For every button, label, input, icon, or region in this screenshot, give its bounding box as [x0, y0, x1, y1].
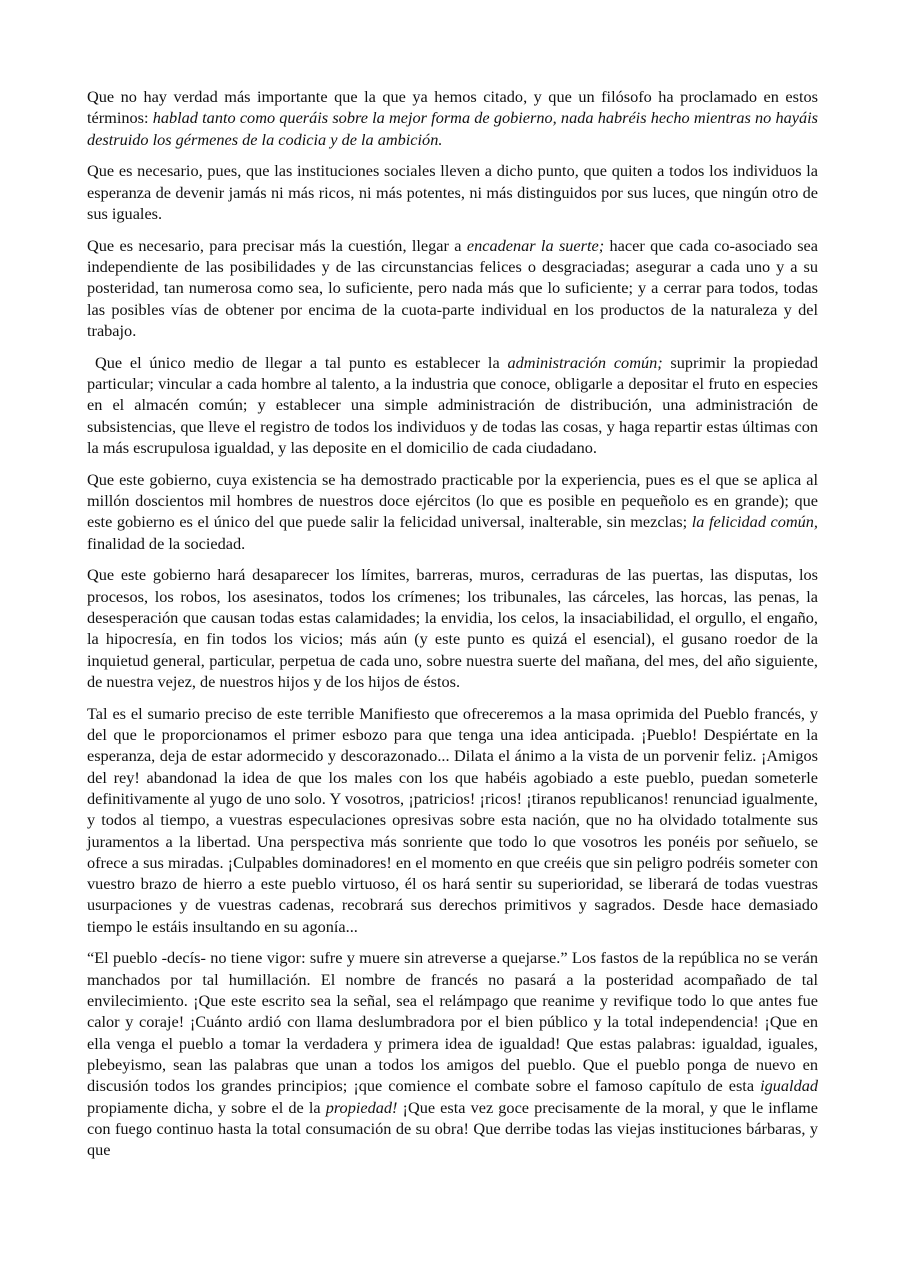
text-run: Que es necesario, pues, que las instituciones sociales lleven a dicho punto, que quiten a todos los individuos la esperanza de devenir jamás ni más ricos, ni más potentes, ni más distinguidos por sus luces, que ningún otro de sus iguales. [87, 161, 818, 223]
paragraph [87, 703, 818, 937]
italic-text: administración común; [507, 352, 663, 372]
text-run: Que este gobierno, cuya existencia se ha demostrado practicable por la experiencia, pues es el que se aplica al millón doscientos mil hombres de nuestros doce ejércitos (lo que es posible en pequeñolo es en grande); que este gobierno es el único del que puede salir la felicidad universal, inalterable, sin mezclas; [87, 469, 818, 532]
italic-text: la felicidad común, [691, 512, 819, 532]
text-run: “El pueblo -decís- no tiene vigor: sufre y muere sin atreverse a quejarse.” Los fastos de la república no se verán manchados por tal humillación. El nombre de francés no pasará a la posteridad acompañado de tal envilecimiento. ¡Que este escrito sea la señal, sea el relámpago que reanime y revifique todo lo que antes fue calor y coraje! ¡Cuánto ardió con llama deslumbradora por el bien público y la total independencia! ¡Que en ella venga el pueblo a tomar la verdadera y primera idea de igualdad! Que estas palabras: igualdad, iguales, plebeyismo, sean las palabras que unan a todos los amigos del pueblo. Que el pueblo ponga de nuevo en discusión todos los grandes principios; ¡que comience el combate sobre el famoso capítulo de esta [87, 948, 818, 1096]
paragraph [87, 86, 818, 150]
document-page [87, 86, 818, 1171]
text-run: Tal es el sumario preciso de este terrible Manifiesto que ofreceremos a la masa oprimida del Pueblo francés, y del que le proporcionamos el primer esbozo para que tenga una idea anticipada. ¡Pueblo! Despiértate en la esperanza, deja de estar adormecido y descorazonado... Dilata el ánimo a la vista de un porvenir feliz. ¡Amigos del rey! abandonad la idea de que los males con los que habéis agobiado a este pueblo, puedan someterle definitivamente al yugo de uno solo. Y vosotros, ¡patricios! ¡ricos! ¡tiranos republicanos! renunciad igualmente, y todos al tiempo, a vuestras especulaciones opresivas sobre esta nación, que no ha olvidado totalmente sus juramentos a la libertad. Una perspectiva más sonriente que todo lo que vosotros les ponéis por señuelo, se ofrece a sus miradas. ¡Culpables dominadores! en el momento en que creéis que sin peligro podréis someter con vuestro brazo de hierro a este pueblo virtuoso, él os hará sentir su superioridad, se liberará de todas vuestras usurpaciones y de vuestras cadenas, recobrará sus derechos primitivos y sagrados. Desde hace demasiado tiempo le estáis insultando en su agonía... [87, 703, 818, 936]
text-run: Que no hay verdad más importante que la que ya hemos citado, y que un filósofo ha proclamado en estos términos: [87, 87, 818, 128]
text-run: hacer que cada co-asociado sea independiente de las posibilidades y de las circunstancias felices o desgraciadas; asegurar a cada uno y a su posteridad, tan numerosa como sea, lo suficiente, pero nada más que lo suficiente; y a cerrar para todos, todas las posibles vías de obtener por encima de la cuota-parte individual en los productos de la naturaleza y del trabajo. [87, 235, 819, 340]
text-run: Que es necesario, para precisar más la cuestión, llegar a [87, 235, 467, 255]
text-run: finalidad de la sociedad. [87, 533, 246, 553]
paragraph [87, 564, 818, 692]
paragraph [87, 235, 818, 341]
italic-text: propiedad! [325, 1097, 398, 1117]
text-run: propiamente dicha, y sobre el de la [87, 1097, 326, 1117]
paragraph [87, 947, 818, 1160]
paragraph [87, 160, 818, 224]
text-run: Que el único medio de llegar a tal punto es establecer la [95, 352, 508, 372]
text-run: Que este gobierno hará desaparecer los límites, barreras, muros, cerraduras de las puertas, las disputas, los procesos, los robos, los asesinatos, todos los crímenes; los tribunales, las cárceles, las horcas, las penas, la desesperación que causan todas estas calamidades; la envidia, los celos, la insaciabilidad, el orgullo, el engaño, la hipocresía, en fin todos los vicios; más aún (y este punto es quizá el esencial), el gusano roedor de la inquietud general, particular, perpetua de cada uno, sobre nuestra suerte del mañana, del mes, del año siguiente, de nuestra vejez, de nuestros hijos y de los hijos de éstos. [87, 565, 818, 691]
text-run: suprimir la propiedad particular; vincular a cada hombre al talento, a la industria que conoce, obligarle a depositar el fruto en especies en el almacén común; y establecer una simple administración de distribución, una administración de subsistencias, que lleve el registro de todos los individuos y de todas las cosas, y haga repartir estas últimas con la más escrupulosa igualdad, y las deposite en el domicilio de cada ciudadano. [87, 352, 819, 457]
italic-text: igualdad [760, 1076, 818, 1096]
paragraph [87, 469, 818, 554]
italic-text: encadenar la suerte; [466, 235, 605, 255]
italic-text: hablad tanto como queráis sobre la mejor forma de gobierno, nada habréis hecho mientras no hayáis destruido los gérmenes de la codicia y de la ambición. [87, 108, 819, 149]
paragraph [87, 352, 818, 458]
text-run: ¡Que esta vez goce precisamente de la moral, y que le inflame con fuego continuo hasta la total consumación de su obra! Que derribe todas las viejas instituciones bárbaras, y que [87, 1097, 819, 1160]
